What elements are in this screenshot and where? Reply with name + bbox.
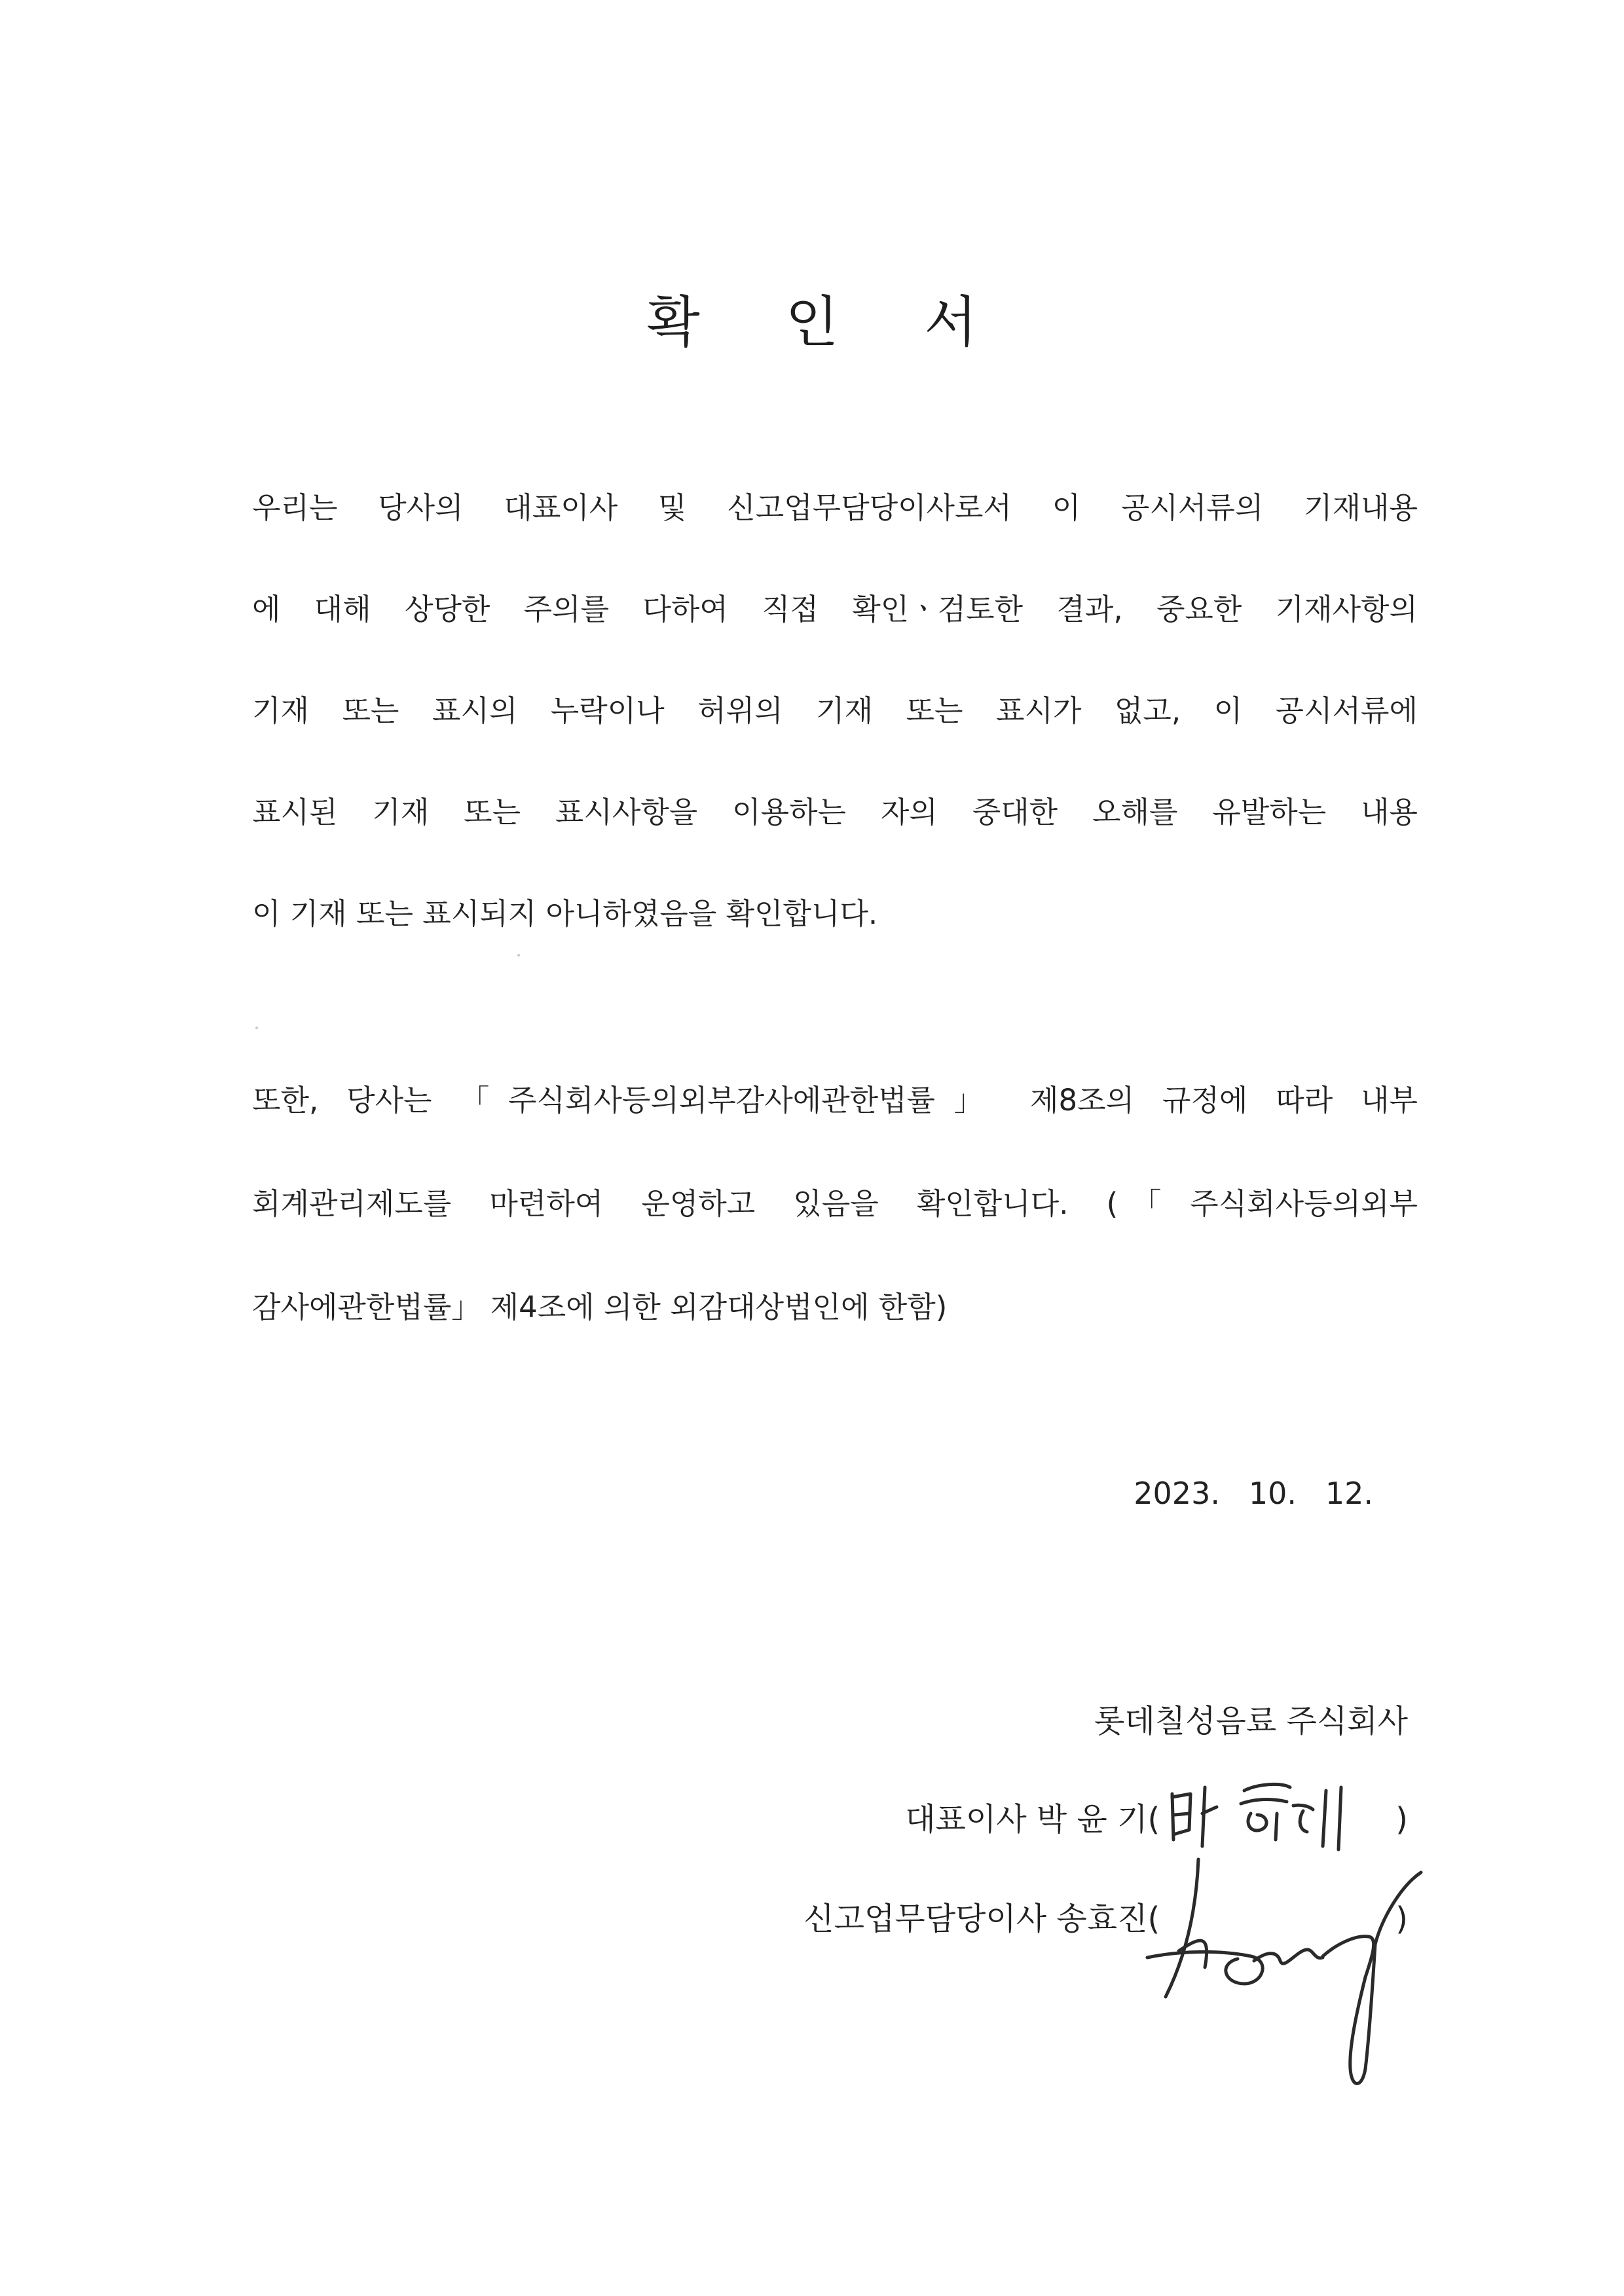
paragraph-line: 표시된 기재 또는 표시사항을 이용하는 자의 중대한 오해를 유발하는 내용 — [252, 795, 1418, 829]
internal-control-paragraph — [252, 1080, 1418, 1391]
officer-close-paren: ) — [1395, 1901, 1408, 1937]
paragraph-line: 우리는 당사의 대표이사 및 신고업무담당이사로서 이 공시서류의 기재내용 — [252, 490, 1418, 525]
paragraph-line: 에 대해 상당한 주의를 다하여 직접 확인ㆍ검토한 결과, 중요한 기재사항의 — [252, 592, 1418, 627]
scan-speck — [255, 1027, 258, 1029]
officer-label: 신고업무담당이사 송효진( — [803, 1901, 1160, 1937]
paragraph-line: 감사에관한법률」 제4조에 의한 외감대상법인에 한함) — [252, 1290, 948, 1324]
scan-speck — [517, 954, 520, 957]
document-date: 2023. 10. 12. — [1134, 1476, 1373, 1511]
paragraph-line: 또한, 당사는 「주식회사등의외부감사에관한법률」 제8조의 규정에 따라 내부 — [252, 1083, 1418, 1118]
paragraph-line: 이 기재 또는 표시되지 아니하였음을 확인합니다. — [252, 896, 878, 931]
company-name: 롯데칠성음료 주식회사 — [1094, 1703, 1408, 1740]
ceo-close-paren: ) — [1395, 1801, 1408, 1838]
document-title: 확 인 서 — [646, 290, 1012, 354]
confirmation-paragraph — [252, 488, 1418, 995]
officer-handwritten-signature — [1139, 1853, 1428, 2102]
paragraph-line: 회계관리제도를 마련하여 운영하고 있음을 확인합니다. (「주식회사등의외부 — [252, 1186, 1418, 1221]
paragraph-line: 기재 또는 표시의 누락이나 허위의 기재 또는 표시가 없고, 이 공시서류에 — [252, 693, 1418, 728]
ceo-label: 대표이사 박 윤 기( — [905, 1801, 1160, 1838]
ceo-handwritten-signature — [1159, 1768, 1395, 1866]
